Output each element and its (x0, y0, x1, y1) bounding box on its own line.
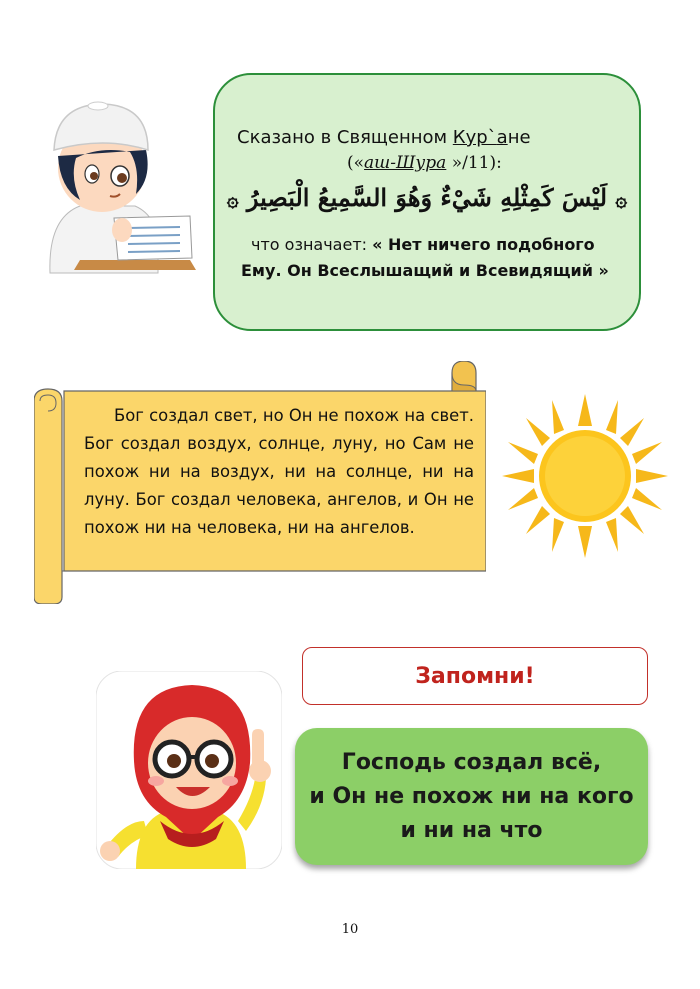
meaning-attributes: Он Всеслышащий и Всевидящий (287, 261, 593, 280)
ornament-right-icon: ۞ (615, 187, 628, 211)
quote-quran-part2: а (496, 127, 508, 148)
scroll-paragraph: Бог создал свет, но Он не похож на свет. Бог создал воздух, солнце, луну, но Сам не похож ни на воздух, ни на солнце, ни на луну. Бог создал человека, ангелов, и Он не похож ни на человека, ни на ангелов. (84, 406, 474, 537)
lord-statement-line1: Господь создал всё, (341, 749, 602, 775)
quran-quote-box (213, 73, 641, 331)
meaning-period: . (275, 261, 288, 280)
ornament-left-icon: ۞ (226, 187, 239, 211)
quote-source-open: (« (347, 153, 365, 173)
quote-intro (237, 127, 531, 148)
page-number: 10 (341, 922, 359, 937)
meaning-start: « Нет ничего подобного (372, 235, 595, 254)
meaning-him: Ему (241, 261, 276, 280)
quote-meaning-line1 (251, 235, 595, 254)
quote-quran-part1: Кур` (452, 127, 497, 148)
quote-surah-name: аш-Шура (364, 153, 447, 173)
lord-statement-line3: и ни на что (400, 817, 543, 843)
lord-statement-line2: и Он не похож ни на кого (309, 783, 634, 809)
quote-intro-text: Сказано в Священном (237, 127, 453, 148)
boy-reading-illustration (40, 98, 200, 276)
lord-statement-box (295, 728, 648, 865)
girl-hijab-illustration (96, 671, 282, 869)
quote-source (347, 153, 502, 173)
meaning-close: » (592, 261, 609, 280)
sun-illustration (500, 392, 670, 560)
remember-title: Запомни! (415, 663, 535, 689)
quote-source-verse: »/11): (446, 153, 502, 173)
quote-meaning-line2 (241, 261, 609, 280)
arabic-verse (215, 183, 639, 212)
arabic-verse-text: لَيْسَ كَمِثْلِهِ شَيْءٌ وَهُوَ السَّمِيعُ الْبَصِيرُ (246, 183, 608, 212)
quote-quran-part3: не (507, 127, 531, 148)
meaning-prefix: что означает: (251, 235, 373, 254)
remember-box (302, 647, 648, 705)
scroll-text (84, 402, 474, 542)
